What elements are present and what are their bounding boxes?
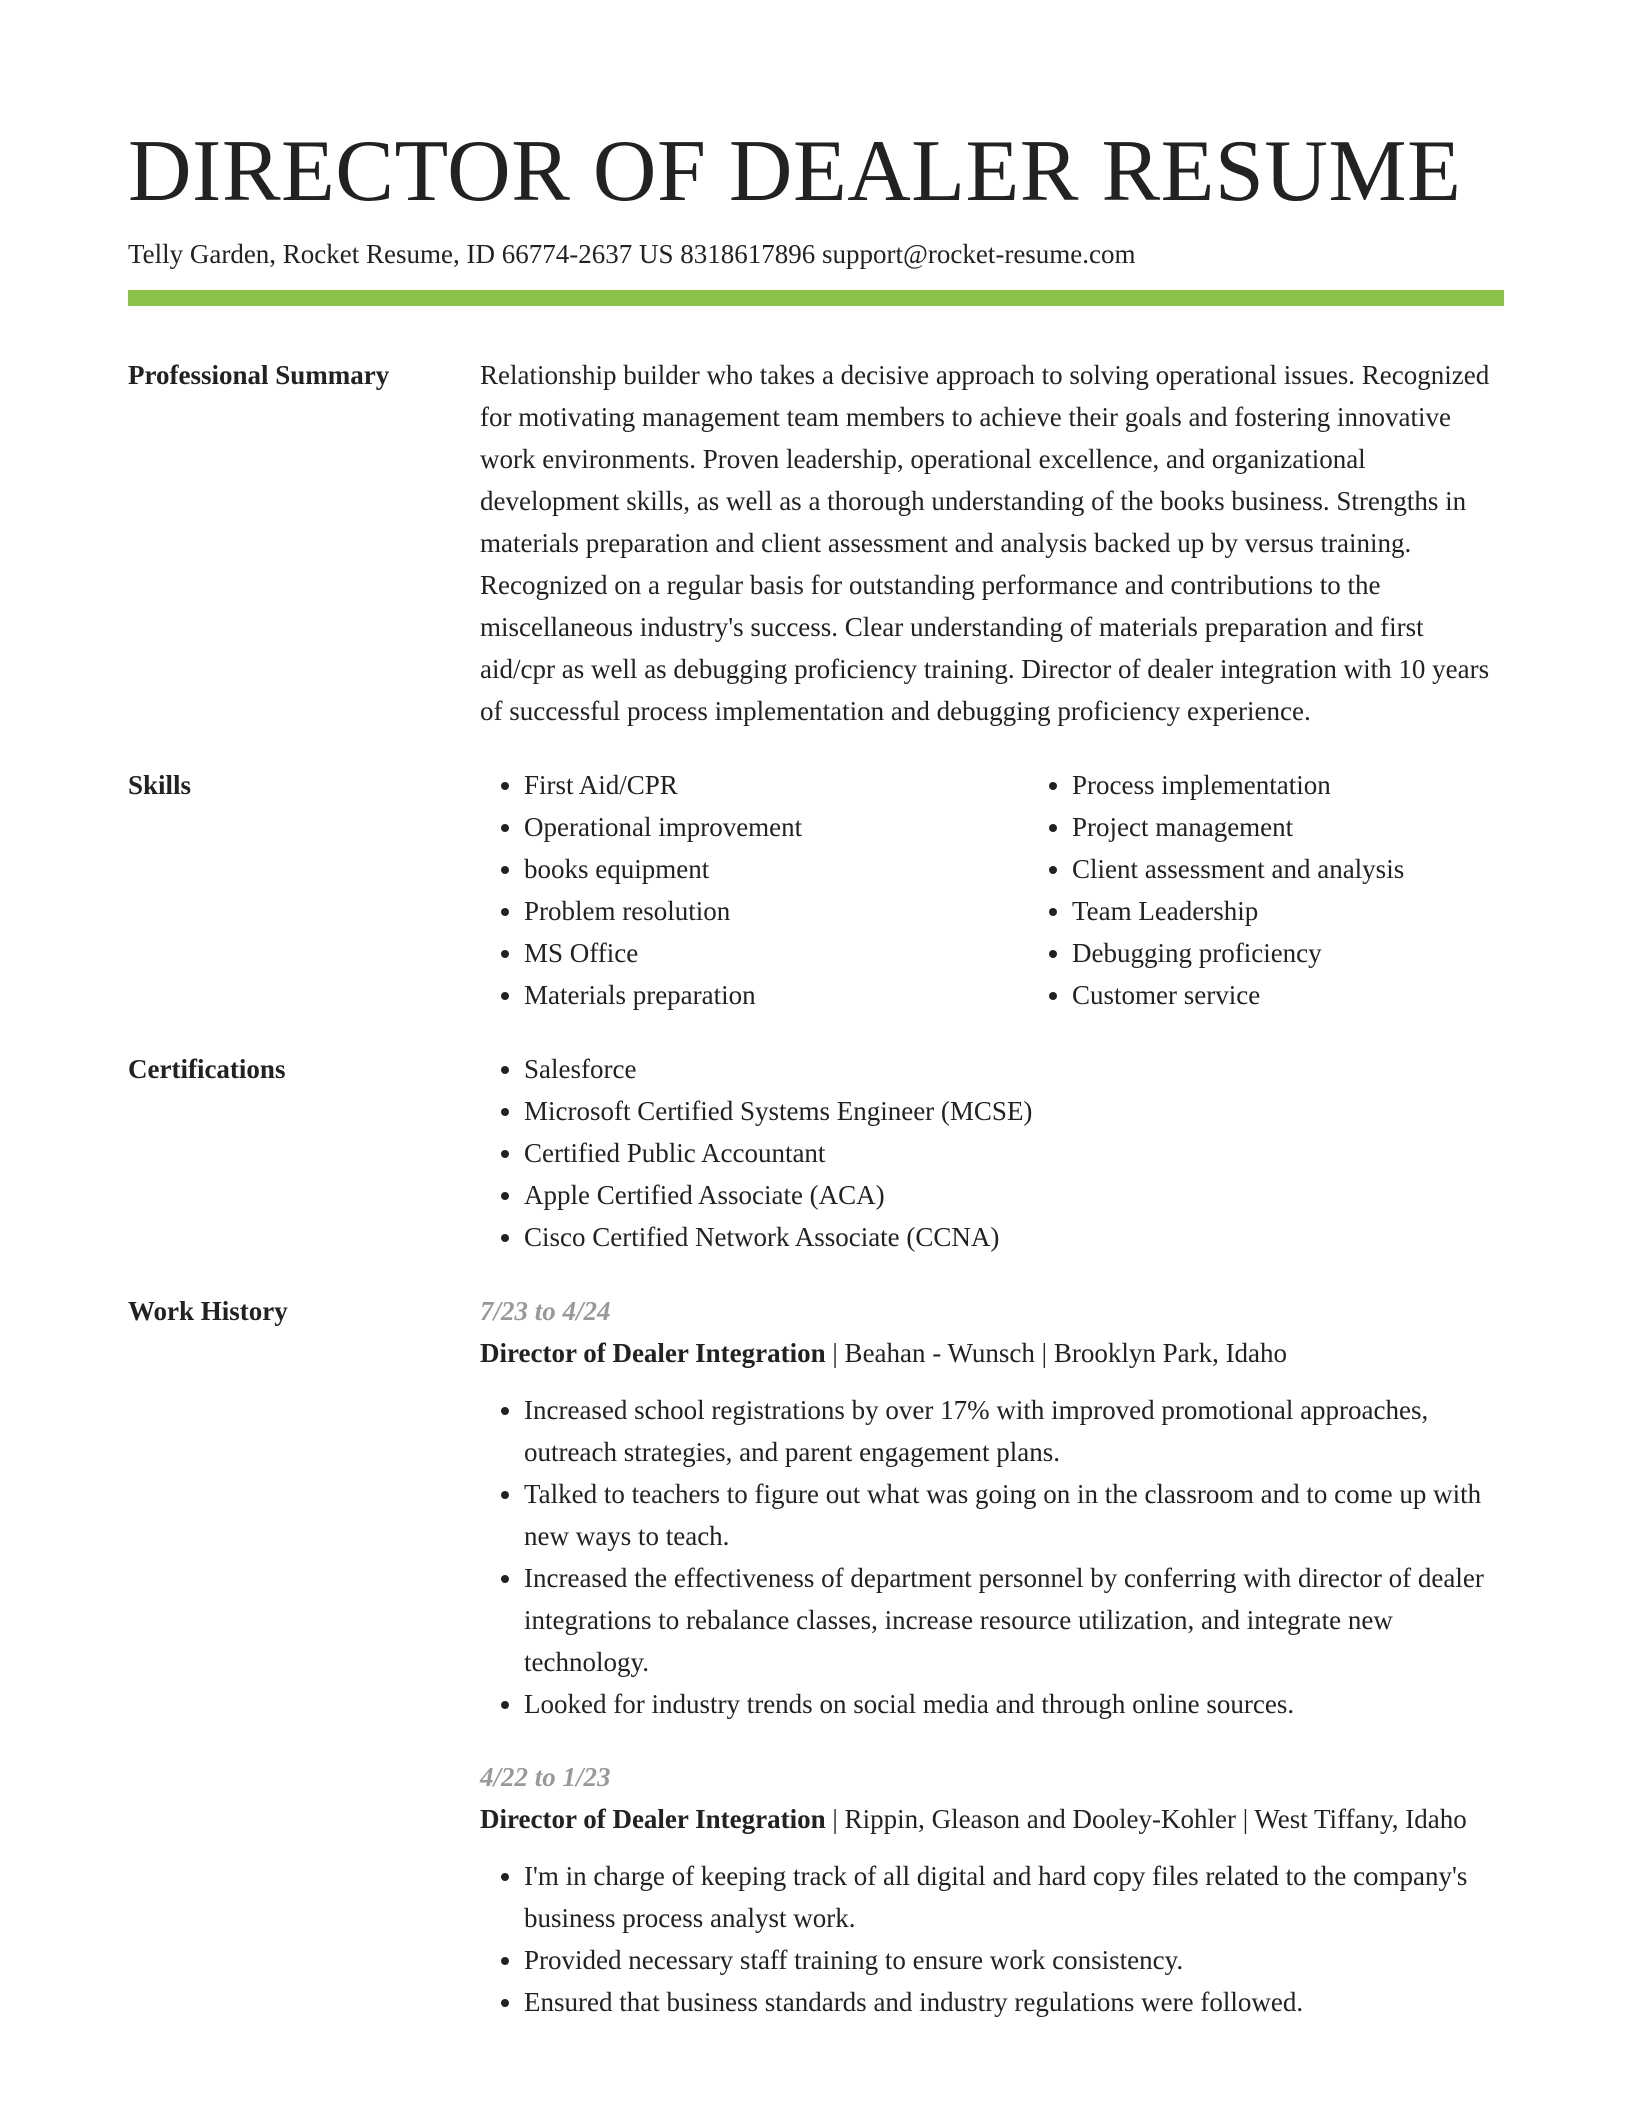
skill-item: • MS Office xyxy=(524,932,1028,974)
skills-section xyxy=(128,764,1504,1016)
header-divider xyxy=(128,290,1504,306)
section-label-summary: Professional Summary xyxy=(128,360,390,390)
skill-item: • Materials preparation xyxy=(524,974,1028,1016)
work-history-list xyxy=(480,1290,1504,2023)
section-label-work-history: Work History xyxy=(128,1296,288,1326)
summary-text: Relationship builder who takes a decisive approach to solving operational issues. Recognized for motivating management team members to achieve their goals and fostering innovative work environments. Proven leadership, operational excellence, and organizational development skills, as well as a thorough understanding of the books business. Strengths in materials preparation and client assessment and analysis backed up by versus training. Recognized on a regular basis for outstanding performance and contributions to the miscellaneous industry's success. Clear understanding of materials preparation and first aid/cpr as well as debugging proficiency training. Director of dealer integration with 10 years of successful process implementation and debugging proficiency experience. xyxy=(480,360,1490,726)
section-label-certifications: Certifications xyxy=(128,1054,286,1084)
job-heading xyxy=(480,1332,1504,1374)
resume-page xyxy=(128,118,1504,2023)
section-label-skills: Skills xyxy=(128,770,192,800)
job-dates: 4/22 to 1/23 xyxy=(480,1762,611,1792)
skills-column-left xyxy=(480,764,1028,1016)
job-bullet: • Increased school registrations by over 17% with improved promotional approaches, outreach strategies, and parent engagement plans. xyxy=(524,1389,1504,1473)
job-bullet: • Increased the effectiveness of department personnel by conferring with director of dealer integrations to rebalance classes, increase resource utilization, and integrate new technology. xyxy=(524,1557,1504,1683)
job-entry xyxy=(480,1756,1504,2023)
contact-line: Telly Garden, Rocket Resume, ID 66774-2637 US 8318617896 support@rocket-resume.com xyxy=(128,239,1136,269)
skills-list xyxy=(480,764,1576,1016)
skill-item: • Problem resolution xyxy=(524,890,1028,932)
job-bullet: • Ensured that business standards and industry regulations were followed. xyxy=(524,1981,1504,2023)
certification-item: • Salesforce xyxy=(524,1048,1504,1090)
skill-item: • Project management xyxy=(1072,806,1576,848)
skill-item: • Client assessment and analysis xyxy=(1072,848,1576,890)
certification-item: • Microsoft Certified Systems Engineer (MCSE) xyxy=(524,1090,1504,1132)
resume-title: DIRECTOR OF DEALER RESUME xyxy=(128,123,1462,220)
skill-item: • Customer service xyxy=(1072,974,1576,1016)
job-heading xyxy=(480,1798,1504,1840)
certification-item: • Cisco Certified Network Associate (CCNA) xyxy=(524,1216,1504,1258)
work-history-section xyxy=(128,1290,1504,2023)
skills-column-right xyxy=(1028,764,1576,1016)
certifications-section xyxy=(128,1048,1504,1258)
job-bullet: • Talked to teachers to figure out what was going on in the classroom and to come up with new ways to teach. xyxy=(524,1473,1504,1557)
job-title: Director of Dealer Integration xyxy=(480,1804,826,1834)
job-dates: 7/23 to 4/24 xyxy=(480,1296,611,1326)
job-title: Director of Dealer Integration xyxy=(480,1338,826,1368)
skill-item: • books equipment xyxy=(524,848,1028,890)
professional-summary-section xyxy=(128,354,1504,732)
job-employer-location: | Beahan - Wunsch | Brooklyn Park, Idaho xyxy=(825,1338,1288,1368)
job-bullet: • Looked for industry trends on social media and through online sources. xyxy=(524,1683,1504,1725)
skill-item: • Process implementation xyxy=(1072,764,1576,806)
skill-item: • Team Leadership xyxy=(1072,890,1576,932)
job-bullet: • I'm in charge of keeping track of all digital and hard copy files related to the company's business process analyst work. xyxy=(524,1855,1504,1939)
skill-item: • Operational improvement xyxy=(524,806,1028,848)
job-entry xyxy=(480,1290,1504,1725)
skill-item: • Debugging proficiency xyxy=(1072,932,1576,974)
skill-item: • First Aid/CPR xyxy=(524,764,1028,806)
job-bullet: • Provided necessary staff training to ensure work consistency. xyxy=(524,1939,1504,1981)
job-bullets xyxy=(480,1855,1504,2023)
job-employer-location: | Rippin, Gleason and Dooley-Kohler | West Tiffany, Idaho xyxy=(825,1804,1467,1834)
certification-item: • Apple Certified Associate (ACA) xyxy=(524,1174,1504,1216)
job-bullets xyxy=(480,1389,1504,1725)
certification-item: • Certified Public Accountant xyxy=(524,1132,1504,1174)
certifications-list xyxy=(480,1048,1504,1258)
